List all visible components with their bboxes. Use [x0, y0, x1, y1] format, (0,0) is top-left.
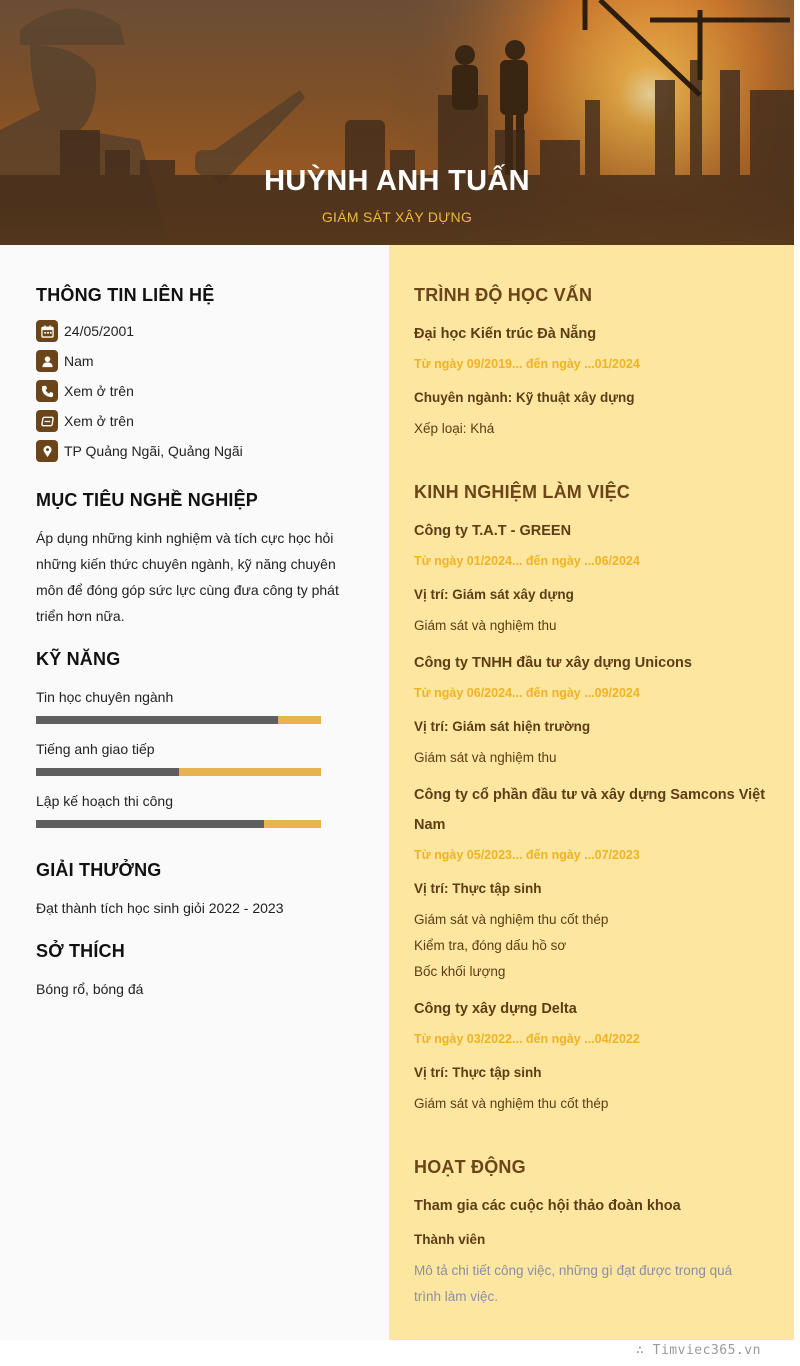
contact-item-birthday [36, 320, 134, 342]
contact-item-phone [36, 380, 134, 402]
location-icon [36, 440, 58, 462]
job-company: Công ty TNHH đầu tư xây dựng Unicons [414, 655, 692, 671]
activity-name: Tham gia các cuộc hội thảo đoàn khoa [414, 1198, 681, 1214]
skill-level-bar [36, 768, 321, 776]
job-date: Từ ngày 03/2022... đến ngày ...04/2022 [414, 1032, 640, 1046]
job-position: Vị trí: Thực tập sinh [414, 1065, 542, 1080]
activity-description: Mô tả chi tiết công việc, những gì đạt được trong quá trình làm việc. [414, 1263, 733, 1304]
user-icon [36, 350, 58, 372]
objective-text: Áp dụng những kinh nghiệm và tích cực học hỏi những kiến thức chuyên ngành, kỹ năng chuyên môn để đóng góp sức lực cùng đưa công ty phát triển hơn nữa. [36, 530, 339, 624]
contact-value: 24/05/2001 [64, 323, 135, 339]
objective-section-title: MỤC TIÊU NGHỀ NGHIỆP [36, 490, 259, 510]
skill-level-fill [36, 820, 264, 828]
activity-role: Thành viên [414, 1232, 486, 1247]
contact-item-gender [36, 350, 94, 372]
job-position: Vị trí: Thực tập sinh [414, 881, 542, 896]
skill-name: Tin học chuyên ngành [36, 689, 174, 705]
contact-value: TP Quảng Ngãi, Quảng Ngãi [64, 443, 243, 459]
contact-item-email [36, 410, 134, 432]
skill-name: Tiếng anh giao tiếp [36, 741, 155, 757]
brand-text: Timviec365.vn [652, 1343, 761, 1358]
awards-text: Đạt thành tích học sinh giỏi 2022 - 2023 [36, 900, 284, 916]
job-description: Giám sát và nghiệm thu cốt thép [414, 1096, 609, 1111]
hobbies-text: Bóng rổ, bóng đá [36, 981, 144, 997]
education-section-title: TRÌNH ĐỘ HỌC VẤN [414, 285, 593, 305]
education-date: Từ ngày 09/2019... đến ngày ...01/2024 [414, 357, 640, 371]
candidate-role: GIÁM SÁT XÂY DỰNG [321, 209, 473, 225]
skill-level-bar [36, 820, 321, 828]
phone-icon [36, 380, 58, 402]
education-major: Chuyên ngành: Kỹ thuật xây dựng [414, 390, 635, 405]
awards-section-title: GIẢI THƯỞNG [36, 860, 162, 880]
contact-section-title: THÔNG TIN LIÊN HỆ [36, 285, 215, 305]
skill-level-fill [36, 768, 179, 776]
job-description: Giám sát và nghiệm thu cốt thép Kiểm tra, đóng dấu hồ sơ Bốc khối lượng [414, 912, 609, 979]
skill-level-fill [36, 716, 278, 724]
education-school: Đại học Kiến trúc Đà Nẵng [414, 326, 597, 342]
contact-value: Nam [64, 353, 94, 369]
job-description: Giám sát và nghiệm thu [414, 618, 557, 633]
experience-section-title: KINH NGHIỆM LÀM VIỆC [414, 482, 631, 502]
job-position: Vị trí: Giám sát xây dựng [414, 587, 574, 602]
education-grade: Xếp loại: Khá [414, 421, 495, 436]
skills-section-title: KỸ NĂNG [36, 649, 121, 669]
candidate-name: HUỲNH ANH TUẤN [264, 165, 530, 197]
hobbies-section-title: SỞ THÍCH [36, 941, 125, 961]
skill-name: Lập kế hoạch thi công [36, 793, 173, 809]
contact-item-address [36, 440, 243, 462]
calendar-icon [36, 320, 58, 342]
activities-section-title: HOẠT ĐỘNG [414, 1157, 526, 1177]
email-icon [36, 410, 58, 432]
header-banner [0, 0, 794, 245]
job-company: Công ty cổ phần đầu tư và xây dựng Samcons Việt Nam [414, 787, 766, 833]
job-date: Từ ngày 01/2024... đến ngày ...06/2024 [414, 554, 640, 568]
skill-level-bar [36, 716, 321, 724]
job-description: Giám sát và nghiệm thu [414, 750, 557, 765]
job-date: Từ ngày 06/2024... đến ngày ...09/2024 [414, 686, 640, 700]
brand-watermark [636, 1343, 761, 1358]
brand-dots-icon: ∴ [636, 1343, 653, 1358]
job-position: Vị trí: Giám sát hiện trường [414, 719, 591, 734]
job-date: Từ ngày 05/2023... đến ngày ...07/2023 [414, 848, 640, 862]
job-company: Công ty T.A.T - GREEN [414, 523, 572, 539]
contact-value: Xem ở trên [64, 413, 134, 429]
job-company: Công ty xây dựng Delta [414, 1001, 577, 1017]
contact-value: Xem ở trên [64, 383, 134, 399]
